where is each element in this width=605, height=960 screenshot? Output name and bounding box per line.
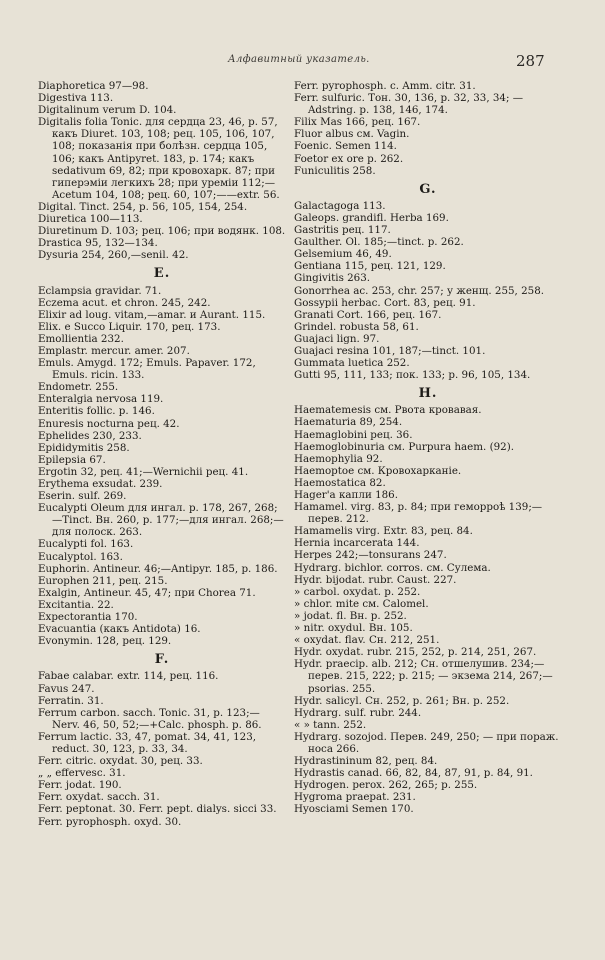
index-entry: Fabae calabar. extr. 114, рец. 116. bbox=[38, 670, 219, 683]
index-entry: Euphorin. Antineur. 46;—Antipyr. 185, р. 186. bbox=[38, 562, 278, 575]
index-entry: Hydrastis canad. 66, 82, 84, 87, 91, р. 84, 91. bbox=[294, 767, 533, 780]
index-entry: Europhen 211, рец. 215. bbox=[38, 574, 168, 587]
index-entry: Favus 247. bbox=[38, 682, 95, 695]
section-letter-heading: E. bbox=[153, 266, 171, 282]
index-entry: „ „ effervesc. 31. bbox=[38, 767, 126, 780]
index-entry: Ferrum lactic. 33, 47, pomat. 34, 41, 123, reduct. 30, 123, р. 33, 34. bbox=[38, 730, 257, 755]
index-entry: Emuls. Amygd. 172; Emuls. Papaver. 172, Emuls. ricin. 133. bbox=[38, 357, 256, 382]
index-entry: Hyosciami Semen 170. bbox=[294, 803, 414, 816]
index-entry: Ferr. oxydat. sacch. 31. bbox=[38, 791, 160, 804]
index-entry: Ferrum carbon. sacch. Tonic. 31, р. 123;—Nerv. 46, 50, 52;—+Calc. phosph. р. 86. bbox=[38, 706, 262, 731]
index-column-right bbox=[294, 80, 562, 816]
index-entry: Gonorrhea ac. 253, chr. 257; у женщ. 255, 258. bbox=[294, 284, 545, 297]
index-entry: Foetor ex ore р. 262. bbox=[294, 152, 404, 165]
index-entry: Foenic. Semen 114. bbox=[294, 140, 397, 153]
index-entry: Eczema acut. et chron. 245, 242. bbox=[38, 296, 211, 309]
index-entry: Ferratin. 31. bbox=[38, 694, 104, 707]
index-entry: Expectorantia 170. bbox=[38, 611, 138, 624]
running-title: Алфавитный указатель. bbox=[228, 54, 370, 65]
index-entry: Gentiana 115, рец. 121, 129. bbox=[294, 260, 446, 273]
page-header bbox=[0, 52, 605, 72]
index-entry: Enteralgia nervosa 119. bbox=[38, 393, 164, 406]
index-entry: Gutti 95, 111, 133; пок. 133; р. 96, 105, 134. bbox=[294, 369, 531, 382]
index-entry: Digital. Tinct. 254, р. 56, 105, 154, 254. bbox=[38, 200, 248, 213]
index-entry: Gaulther. Ol. 185;—tinct. р. 262. bbox=[294, 236, 464, 249]
index-entry: Elixir ad loug. vitam,—amar. и Aurant. 115. bbox=[38, 308, 266, 321]
index-entry: Diuretinum D. 103; рец. 106; при водянк. 108. bbox=[38, 225, 286, 238]
index-entry: Diaphoretica 97—98. bbox=[38, 80, 149, 92]
index-entry: Gelsemium 46, 49. bbox=[294, 248, 392, 261]
index-entry: Exalgin, Antineur. 45, 47; при Chorea 71. bbox=[38, 586, 256, 599]
index-entry: Dysuria 254, 260,—senil. 42. bbox=[38, 249, 189, 262]
index-entry: Erythema exsudat. 239. bbox=[38, 478, 163, 490]
index-entry: Ferr. pyrophosph. c. Amm. citr. 31. bbox=[294, 80, 476, 92]
index-entry: Galactagoga 113. bbox=[294, 199, 386, 212]
section-letter-heading: F. bbox=[154, 652, 170, 668]
index-entry: Hydrastininum 82, рец. 84. bbox=[294, 755, 438, 768]
section-letter-heading: H. bbox=[418, 386, 438, 402]
index-entry: Haemoglobinuria см. Purpura haem. (92). bbox=[294, 440, 514, 453]
index-entry: Ergotin 32, рец. 41;—Wernichii рец. 41. bbox=[38, 465, 249, 478]
index-entry: Epididymitis 258. bbox=[38, 441, 130, 454]
index-entry: Guajaci resina 101, 187;—tinct. 101. bbox=[294, 344, 486, 357]
index-entry: Grindel. robusta 58, 61. bbox=[294, 320, 419, 333]
index-entry: Guajaci lign. 97. bbox=[294, 332, 380, 345]
index-entry: » nitr. oxydul. Вн. 105. bbox=[294, 622, 413, 635]
index-entry: Haemophylia 92. bbox=[294, 452, 383, 465]
index-entry: Hamamel. virg. 83, р. 84; при геморроѣ 139;—перев. 212. bbox=[294, 501, 543, 526]
index-entry: Hydr. bijodat. rubr. Caust. 227. bbox=[294, 573, 457, 586]
index-entry: Hydr. oxydat. rubr. 215, 252, р. 214, 251, 267. bbox=[294, 646, 537, 659]
index-entry: Gingivitis 263. bbox=[294, 272, 371, 285]
index-entry: Ferr. peptonat. 30. Ferr. pept. dialys. sicci 33. bbox=[38, 803, 277, 816]
index-entry: Epilepsia 67. bbox=[38, 453, 106, 466]
index-entry: Emplastr. mercur. amer. 207. bbox=[38, 344, 190, 357]
section-letter-heading: G. bbox=[419, 181, 437, 197]
index-entry: Ferr. pyrophosph. oxyd. 30. bbox=[38, 815, 182, 828]
index-entry: Endometr. 255. bbox=[38, 381, 119, 394]
index-entry: Haemaglobini рец. 36. bbox=[294, 428, 413, 441]
index-entry: Haematuria 89, 254. bbox=[294, 416, 403, 429]
index-entry: » carbol. oxydat. р. 252. bbox=[294, 585, 421, 598]
index-entry: Hamamelis virg. Extr. 83, рец. 84. bbox=[294, 525, 473, 538]
index-entry: Galeops. grandifl. Herba 169. bbox=[294, 211, 449, 224]
index-entry: Diuretica 100—113. bbox=[38, 213, 143, 226]
index-entry: « » tann. 252. bbox=[294, 718, 367, 731]
index-entry: Gastritis рец. 117. bbox=[294, 224, 391, 237]
index-entry: Digitalinum verum D. 104. bbox=[38, 104, 177, 117]
index-entry: Funiculitis 258. bbox=[294, 164, 376, 177]
index-entry: Hygroma praepat. 231. bbox=[294, 791, 416, 804]
index-column-left bbox=[38, 80, 286, 828]
page-number: 287 bbox=[516, 52, 545, 70]
index-entry: Digitalis folia Tonic. для сердца 23, 46, р. 57, какъ Diuret. 103, 108; рец. 105, 106, 107, 108; показанія при болѣзн. сердца 105, 106; какъ Antipyret. 183, р. 174; какъ sedativum 69, 82; при кровохарк. 87; при гиперэміи легкихъ 28; при уреміи 112;—Acetum 104, 108; рец. 60, 107;——extr. 56. bbox=[38, 116, 280, 201]
index-entry: Hydr. praecip. alb. 212; Сн. отшелушив. 234;—перев. 215, 222; р. 215; — экзема 214, 267;—psorias. 255. bbox=[294, 658, 553, 695]
index-entry: Haematemesis см. Рвота кровавая. bbox=[294, 404, 482, 417]
index-entry: Haemostatica 82. bbox=[294, 476, 386, 489]
index-entry: » chlor. mite см. Calomel. bbox=[294, 597, 429, 610]
index-entry: Eucalypti Oleum для ингал. р. 178, 267, 268;—Tinct. Вн. 260, р. 177;—для ингал. 268;—для полоск. 263. bbox=[38, 502, 284, 539]
index-entry: Filix Mas 166, рец. 167. bbox=[294, 116, 421, 129]
index-entry: Ferr. citric. oxydat. 30, рец. 33. bbox=[38, 755, 203, 768]
index-entry: Digestiva 113. bbox=[38, 92, 114, 105]
index-entry: Excitantia. 22. bbox=[38, 598, 114, 611]
index-entry: Enuresis nocturna рец. 42. bbox=[38, 417, 180, 430]
index-entry: Evacuantia (какъ Antidota) 16. bbox=[38, 623, 201, 636]
index-entry: Evonymin. 128, рец. 129. bbox=[38, 635, 172, 648]
index-entry: » jodat. fl. Вн. р. 252. bbox=[294, 609, 407, 622]
index-entry: Emollientia 232. bbox=[38, 332, 124, 345]
index-entry: Fluor albus см. Vagin. bbox=[294, 128, 410, 141]
index-entry: Eucalypti fol. 163. bbox=[38, 538, 134, 551]
index-entry: Hydrarg. sozojod. Перев. 249, 250; — при пораж. носа 266. bbox=[294, 730, 559, 755]
index-entry: Hydrogen. perox. 262, 265; р. 255. bbox=[294, 779, 478, 792]
index-entry: Elix. e Succo Liquir. 170, рец. 173. bbox=[38, 320, 221, 333]
index-entry: Eserin. sulf. 269. bbox=[38, 490, 127, 503]
index-entry: Ferr. sulfuric. Тон. 30, 136, р. 32, 33, 34; —Adstring. р. 138, 146, 174. bbox=[294, 92, 524, 117]
index-entry: Hydrarg. bichlor. corros. см. Сулема. bbox=[294, 561, 491, 574]
index-entry: Enteritis follic. р. 146. bbox=[38, 405, 155, 418]
index-entry: Eclampsia gravidar. 71. bbox=[38, 284, 162, 297]
index-entry: Herpes 242;—tonsurans 247. bbox=[294, 549, 447, 562]
index-entry: Hager'a капли 186. bbox=[294, 489, 399, 501]
index-entry: Eucalyptol. 163. bbox=[38, 550, 123, 563]
index-entry: Gummata luetica 252. bbox=[294, 357, 410, 370]
index-entry: Hernia incarcerata 144. bbox=[294, 537, 420, 550]
index-entry: Granati Cort. 166, рец. 167. bbox=[294, 308, 442, 321]
index-entry: Hydr. salicyl. Сн. 252, р. 261; Вн. р. 252. bbox=[294, 694, 510, 707]
index-entry: Hydrarg. sulf. rubr. 244. bbox=[294, 706, 422, 719]
index-entry: « oxydat. flav. Сн. 212, 251. bbox=[294, 634, 440, 647]
index-entry: Haemoptoe см. Кровохарканіе. bbox=[294, 464, 462, 477]
index-entry: Drastica 95, 132—134. bbox=[38, 237, 158, 250]
index-entry: Ferr. jodat. 190. bbox=[38, 779, 122, 792]
index-entry: Gossypii herbac. Cort. 83, рец. 91. bbox=[294, 296, 476, 309]
index-entry: Ephelides 230, 233. bbox=[38, 429, 142, 442]
